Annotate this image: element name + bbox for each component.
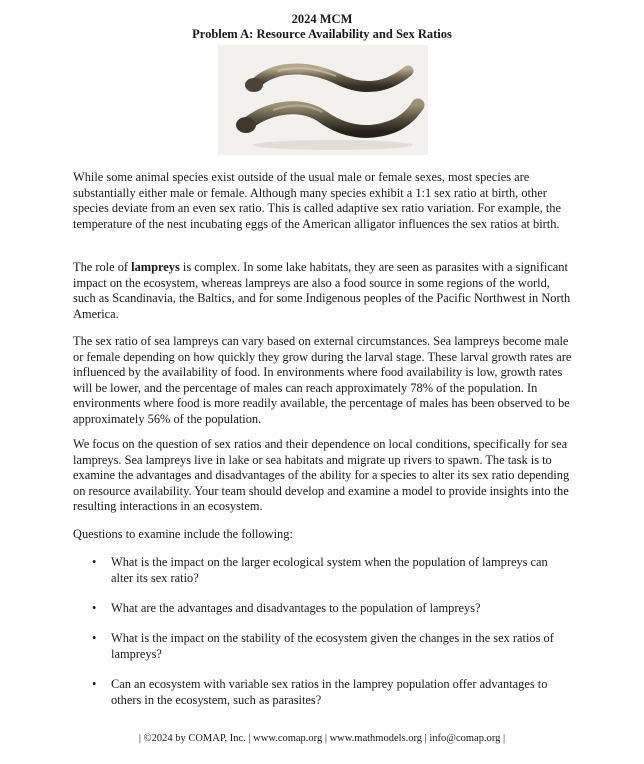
list-item xyxy=(92,555,572,586)
list-item xyxy=(92,677,572,708)
bullet-icon: • xyxy=(92,631,97,645)
lamprey-photo xyxy=(218,45,428,155)
document-title: 2024 MCM xyxy=(291,12,353,26)
list-item xyxy=(92,601,572,617)
lampreys-role-paragraph xyxy=(73,260,573,322)
lampreys-term: lampreys xyxy=(131,260,180,274)
page-footer: | ©2024 by COMAP, Inc. | www.comap.org | www.mathmodels.org | info@comap.org | xyxy=(138,733,506,744)
lamprey-upper-head xyxy=(245,78,263,92)
problem-title: Problem A: Resource Availability and Sex Ratios xyxy=(192,27,452,41)
bullet-icon: • xyxy=(92,555,97,569)
lamprey-lower-head xyxy=(236,117,256,133)
list-item xyxy=(92,631,572,662)
lampreys-role-lead: The role of xyxy=(73,260,132,274)
question-text: What is the impact on the stability of the ecosystem given the changes in the sex ratios of lampreys? xyxy=(111,631,554,661)
sex-ratio-paragraph: The sex ratio of sea lampreys can vary based on external circumstances. Sea lampreys become male or female depending on how quickly they grow during the larval stage. These larval growth rates are influenced by the availability of food. In environments where food availability is low, growth rates will be lower, and the percentage of males can reach approximately 78% of the population. In environments where food is more readily available, the percentage of males has been observed to be approximately 56% of the population. xyxy=(73,334,572,426)
question-text: What is the impact on the larger ecological system when the population of lampreys can alter its sex ratio? xyxy=(111,555,548,585)
task-paragraph: We focus on the question of sex ratios and their dependence on local conditions, specifically for sea lampreys. Sea lampreys live in lake or sea habitats and migrate up rivers to spawn. The task is to examine the advantages and disadvantages of the ability for a species to alter its sex ratio depending on resource availability. Your team should develop and examine a model to provide insights into the resulting interactions in an ecosystem. xyxy=(73,437,570,514)
bullet-icon: • xyxy=(92,601,97,615)
bullet-icon: • xyxy=(92,677,97,691)
lamprey-image xyxy=(218,45,428,155)
questions-intro: Questions to examine include the following: xyxy=(73,527,293,541)
intro-paragraph: While some animal species exist outside of the usual male or female sexes, most species are substantially either male or female. Although many species exhibit a 1:1 sex ratio at birth, other species deviate from an even sex ratio. This is called adaptive sex ratio variation. For example, the temperature of the nest incubating eggs of the American alligator influences the sex ratios at birth. xyxy=(73,170,562,231)
question-text: What are the advantages and disadvantages to the population of lampreys? xyxy=(111,601,481,615)
question-text: Can an ecosystem with variable sex ratios in the lamprey population offer advantages to others in the ecosystem, such as parasites? xyxy=(111,677,548,707)
lampreys-role-rest: is complex. In some lake habitats, they are seen as parasites with a significant impact on the ecosystem, whereas lampreys are also a food source in some regions of the world, such as Scandinavia, the Baltics, and for some Indigenous peoples of the Pacific Northwest in North America. xyxy=(73,260,571,321)
